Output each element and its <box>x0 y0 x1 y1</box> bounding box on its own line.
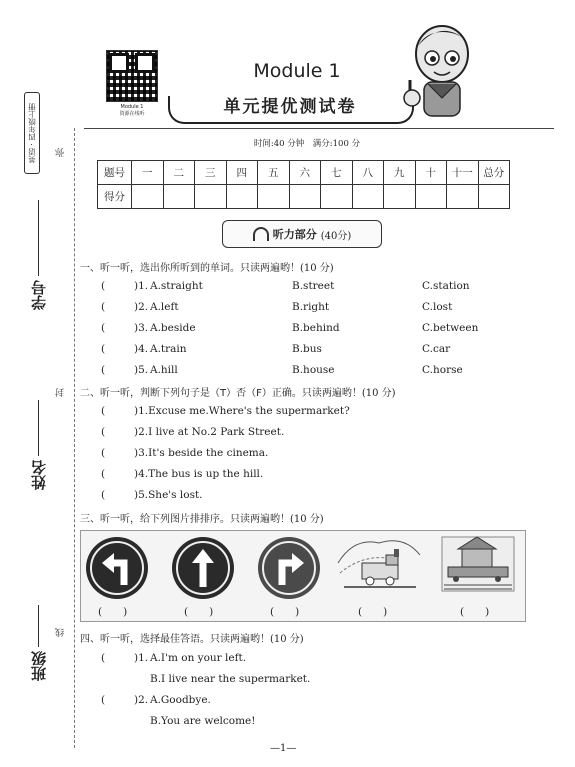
answer-paren[interactable]: ( <box>101 694 106 706</box>
class-field[interactable] <box>28 605 49 681</box>
score-input-cell[interactable] <box>258 185 290 209</box>
statement: )5.She's lost. <box>134 489 203 501</box>
score-cell-header: 一 <box>132 161 164 185</box>
option-b: B.right <box>292 301 330 313</box>
option-b: B.You are welcome! <box>150 715 256 727</box>
score-cell-header: 七 <box>321 161 353 185</box>
score-input-cell[interactable] <box>447 185 479 209</box>
station-drawing-icon <box>438 533 518 595</box>
statement: )1.Excuse me.Where's the supermarket? <box>134 405 350 417</box>
score-input-cell[interactable] <box>226 185 258 209</box>
mascot-icon <box>398 18 482 128</box>
answer-paren[interactable]: ( <box>101 426 106 438</box>
option-a: A.beside <box>150 322 196 334</box>
answer-paren[interactable]: ( <box>101 322 106 334</box>
go-straight-sign <box>172 537 234 599</box>
section-4-title <box>80 630 304 645</box>
statement: )4.The bus is up the hill. <box>134 468 264 480</box>
score-cell-header: 二 <box>163 161 195 185</box>
score-cell-header: 三 <box>195 161 227 185</box>
option-c: C.horse <box>422 364 463 376</box>
statement: )3.It's beside the cinema. <box>134 447 269 459</box>
class-line[interactable] <box>38 605 39 647</box>
listening-score: (40分) <box>320 230 352 242</box>
name-field[interactable] <box>28 400 49 490</box>
straight-arrow-icon <box>178 543 228 593</box>
seal-char-xian: 线 <box>56 628 66 637</box>
turn-right-arrow-icon <box>264 543 314 593</box>
seal-char-feng: 封 <box>56 388 66 397</box>
answer-paren[interactable]: ( <box>101 343 106 355</box>
section-1-points: (10 分) <box>300 263 334 274</box>
header-rule <box>84 128 554 129</box>
qr-caption-module: Module 1 <box>120 104 144 110</box>
section-2-title <box>80 384 396 399</box>
question-number: )3. <box>134 322 149 334</box>
answer-paren[interactable]: ( <box>101 364 106 376</box>
page-number: —1— <box>270 743 297 754</box>
listening-banner <box>222 220 382 248</box>
score-cell-header: 题号 <box>98 161 132 185</box>
answer-paren[interactable]: ( <box>101 468 106 480</box>
option-a: A.straight <box>150 280 203 292</box>
answer-paren[interactable]: ( <box>101 447 106 459</box>
score-table-score-row <box>98 185 510 209</box>
question-number: )2. <box>134 301 149 313</box>
score-input-cell[interactable] <box>289 185 321 209</box>
score-cell-header: 十一 <box>447 161 479 185</box>
module-title: Module 1 <box>253 60 341 82</box>
score-cell-header: 九 <box>384 161 416 185</box>
unit-title: 单元提优测试卷 <box>223 97 357 117</box>
binding-dashed-line <box>74 128 75 748</box>
option-a: A.hill <box>150 364 178 376</box>
option-c: C.between <box>422 322 479 334</box>
section-2-points: (10 分) <box>361 388 396 399</box>
score-cell-header: 八 <box>352 161 384 185</box>
score-cell-header: 五 <box>258 161 290 185</box>
score-input-cell[interactable] <box>195 185 227 209</box>
option-a: A.left <box>150 301 179 313</box>
class-label: 班级 <box>30 651 48 681</box>
option-b: B.I live near the supermarket. <box>150 673 311 685</box>
score-cell-header: 六 <box>289 161 321 185</box>
answer-paren[interactable]: ( <box>101 489 106 501</box>
picture-order-blank[interactable]: ( ) <box>184 606 214 618</box>
section-1-text: 一、听一听，选出你所听到的单词。只读两遍哟！ <box>80 263 300 274</box>
section-1-title <box>80 259 334 274</box>
answer-paren[interactable]: ( <box>101 652 106 664</box>
question-number: )5. <box>134 364 149 376</box>
option-a: A.I'm on your left. <box>150 652 247 664</box>
name-label: 姓名 <box>30 460 48 490</box>
question-number: )2. <box>134 694 149 706</box>
option-c: C.lost <box>422 301 453 313</box>
picture-order-blank[interactable]: ( ) <box>358 606 388 618</box>
qr-caption-listen: 资源在线听 <box>119 111 145 117</box>
headphones-icon <box>253 227 269 241</box>
score-input-cell[interactable] <box>478 185 510 209</box>
section-3-title <box>80 510 324 525</box>
option-c: C.car <box>422 343 451 355</box>
score-input-cell[interactable] <box>384 185 416 209</box>
score-input-cell[interactable] <box>415 185 447 209</box>
answer-paren[interactable]: ( <box>101 405 106 417</box>
answer-paren[interactable]: ( <box>101 301 106 313</box>
grade-tag: 英语 · 四年级上册 <box>24 92 40 174</box>
score-table <box>97 160 510 209</box>
listening-title: 听力部分 <box>272 228 317 241</box>
section-4-points: (10 分) <box>270 634 304 645</box>
score-table-header-row <box>98 161 510 185</box>
score-input-cell[interactable] <box>321 185 353 209</box>
train-drawing-icon <box>334 533 424 595</box>
turn-left-sign <box>86 537 148 599</box>
name-line[interactable] <box>38 400 39 456</box>
student-number-label: 学号 <box>30 280 48 310</box>
score-input-cell[interactable] <box>163 185 195 209</box>
student-number-line[interactable] <box>38 200 39 276</box>
picture-order-blank[interactable]: ( ) <box>460 606 490 618</box>
seal-char-mi: 弥 <box>56 148 66 157</box>
option-b: B.behind <box>292 322 340 334</box>
picture-order-blank[interactable]: ( ) <box>270 606 300 618</box>
time-and-score-line: 时间:40 分钟 满分:100 分 <box>253 139 361 149</box>
option-b: B.street <box>292 280 335 292</box>
answer-paren[interactable]: ( <box>101 280 106 292</box>
question-number: )1. <box>134 652 149 664</box>
score-cell-header: 四 <box>226 161 258 185</box>
score-row-label: 得分 <box>98 185 132 209</box>
score-input-cell[interactable] <box>132 185 164 209</box>
question-number: )4. <box>134 343 149 355</box>
section-3-points: (10 分) <box>290 514 324 525</box>
option-a: A.Goodbye. <box>150 694 211 706</box>
section-2-text: 二、听一听，判断下列句子是（T）否（F）正确。只读两遍哟！ <box>80 388 362 399</box>
turn-right-sign <box>258 537 320 599</box>
option-b: B.house <box>292 364 335 376</box>
section-4-text: 四、听一听，选择最佳答语。只读两遍哟！ <box>80 634 270 645</box>
qr-caption <box>106 104 158 118</box>
option-b: B.bus <box>292 343 322 355</box>
picture-order-blank[interactable]: ( ) <box>98 606 128 618</box>
section-3-text: 三、听一听，给下列图片排排序。只读两遍哟！ <box>80 514 290 525</box>
turn-left-arrow-icon <box>92 543 142 593</box>
score-input-cell[interactable] <box>352 185 384 209</box>
question-number: )1. <box>134 280 149 292</box>
score-cell-header: 总分 <box>478 161 510 185</box>
qr-code[interactable] <box>106 50 158 102</box>
statement: )2.I live at No.2 Park Street. <box>134 426 285 438</box>
option-a: A.train <box>150 343 187 355</box>
option-c: C.station <box>422 280 470 292</box>
score-cell-header: 十 <box>415 161 447 185</box>
student-number-field[interactable] <box>28 200 49 310</box>
